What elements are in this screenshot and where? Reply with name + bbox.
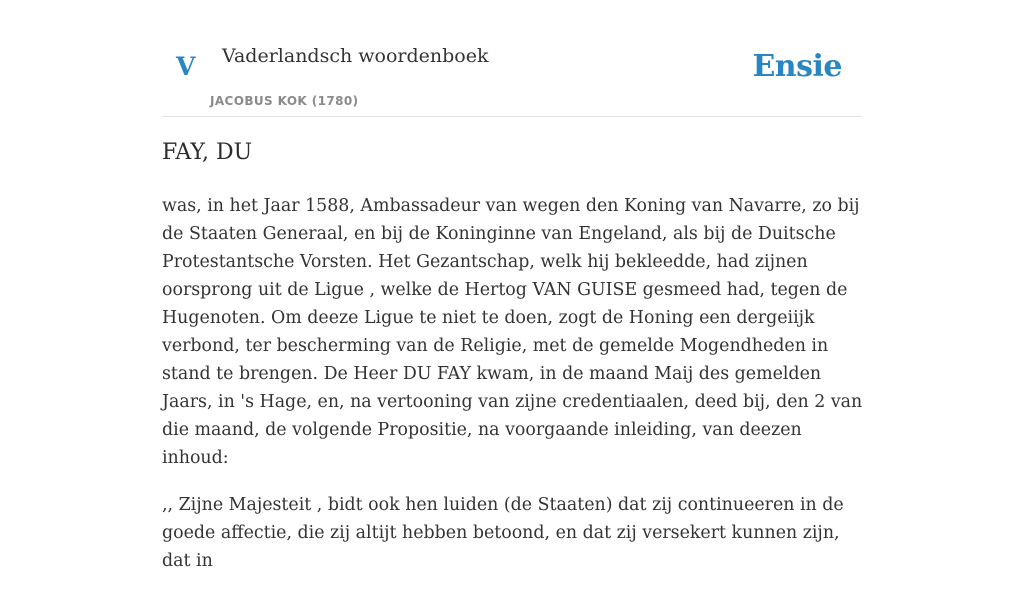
- entry-title: FAY, DU: [162, 140, 253, 165]
- volume-letter-icon[interactable]: V: [176, 52, 196, 81]
- dictionary-header: [162, 0, 862, 117]
- entry-paragraph: ,, Zijne Majesteit , bidt ook hen luiden (de Staaten) dat zij continueeren in de goede affectie, die zij altijt hebben betoond, en dat zij versekert kunnen zijn, dat in: [162, 495, 844, 571]
- book-author: JACOBUS KOK (1780): [210, 94, 359, 108]
- entry-body: [162, 192, 864, 594]
- book-title-link[interactable]: Vaderlandsch woordenboek: [222, 45, 489, 67]
- ensie-logo-link[interactable]: Ensie: [752, 49, 842, 84]
- entry-paragraph: was, in het Jaar 1588, Ambassadeur van wegen den Koning van Navarre, zo bij de Staaten Generaal, en bij de Koninginne van Engeland, als bij de Duitsche Protestantsche Vorsten. Het Gezantschap, welk hij bekleedde, had zijnen oorsprong uit de Ligue , welke de Hertog VAN GUISE gesmeed had, tegen de Hugenoten. Om deeze Ligue te niet te doen, zogt de Honing een dergeiijk verbond, ter bescherming van de Religie, met de gemelde Mogendheden in stand te brengen. De Heer DU FAY kwam, in de maand Maij des gemelden Jaars, in 's Hage, en, na vertooning van zijne credentiaalen, deed bij, den 2 van die maand, de volgende Propositie, na voorgaande inleiding, van deezen inhoud:: [162, 196, 863, 468]
